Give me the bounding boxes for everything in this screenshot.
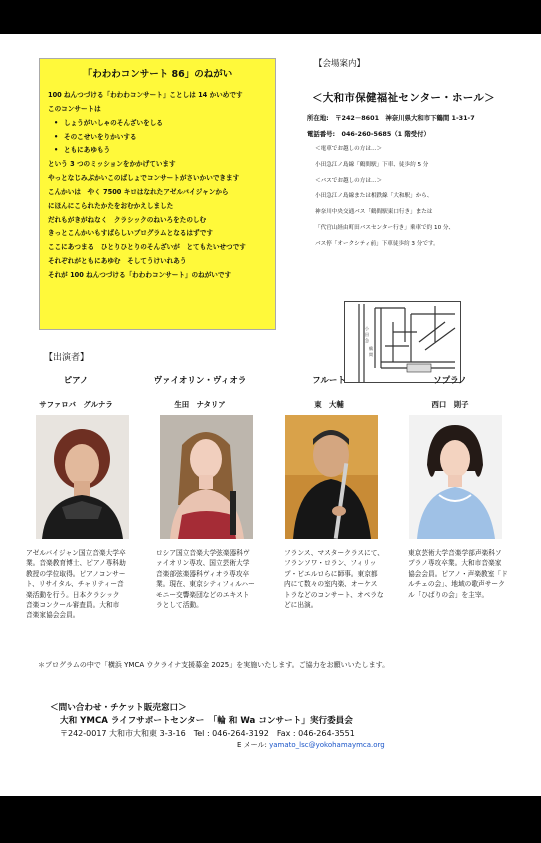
mission-bullet-text: そのこせいをりかいする <box>64 132 137 141</box>
performer-name: 生田 ナタリア <box>174 400 226 409</box>
bus-route: 「代官山経由町田バスセンター行き」乗車で約 10 分、 <box>315 225 455 232</box>
contact-header: ＜問い合わせ・チケット販売窓口＞ <box>50 703 187 713</box>
venue-title: ＜大和市保健福祉センター・ホール＞ <box>312 92 495 104</box>
performer-instrument: ピアノ <box>63 376 89 386</box>
mission-line: きっとこんかいもすばらしいプログラムとなるはずです <box>48 229 213 238</box>
performer-instrument: ソプラノ <box>433 376 467 386</box>
train-header: ＜電車でお越しの方は…＞ <box>315 145 383 152</box>
email-label: E メール: <box>237 740 270 749</box>
venue-info <box>307 114 475 257</box>
train-route: 小田急江ノ島線「鶴間駅」下車、徒歩約 5 分 <box>315 161 429 168</box>
contact-org: 大和 YMCA ライフサポートセンター 「輪 和 Wa コンサート」実行委員会 <box>60 715 353 726</box>
mission-line: だれもがきがねなく クラシックのねいろをたのしむ <box>48 215 207 224</box>
venue-phone: 電話番号: 046-260-5685（1 階受付） <box>307 129 430 138</box>
venue-label: 【会場案内】 <box>314 59 366 69</box>
performer-instrument: フルート <box>312 376 346 386</box>
performer-card <box>17 374 135 410</box>
mission-line: にほんにこられたかたをおむかえしました <box>48 201 174 210</box>
svg-text:鶴: 鶴 <box>369 346 373 351</box>
mission-line: それぞれがともにあゆむ そしてうけいれあう <box>48 257 187 266</box>
performer-bio: ロシア国立音楽大学弦楽器科ヴァイオリン専攻、国立芸術大学音楽部弦楽器科ヴィオラ専攻卒業。現在、東京シティフィルハーモニー交響楽団などのエキストラとして活動。 <box>156 549 255 609</box>
performer-card <box>270 374 388 410</box>
performer-photo <box>36 415 129 539</box>
flyer-page <box>0 34 541 796</box>
bus-route: 小田急江ノ島線または相鉄線「大和駅」から、 <box>315 193 433 200</box>
mission-bullet-text: しょうがいしゃのそんざいをしる <box>64 118 163 127</box>
venue-map <box>344 301 461 383</box>
performer-bio: 東京芸術大学音楽学部声楽科ソプラノ専攻卒業。大和市音楽家協会会員。ピアノ・声楽教室「ドルチェの会」、地域の歌声サークル「ひばりの会」を主宰。 <box>408 549 508 599</box>
performer-bio: アゼルバイジャン国立音楽大学卒業。音楽教育博士、ピアノ専科助教授の学位取得。ピアノコンサート、リサイタル、チャリティー音楽活動を行う。日本クラシック音楽コンクール審査員。大和市音楽家協会会員。 <box>26 549 126 620</box>
mission-bullet <box>48 119 267 127</box>
mission-bullet-text: ともにあゆもう <box>64 146 111 155</box>
bus-route: バス停「オークシティ前」下車徒歩約 3 分です。 <box>315 240 439 247</box>
mission-line: このコンサートは <box>48 104 101 113</box>
performer-instrument: ヴァイオリン・ヴィオラ <box>153 376 247 386</box>
performer-name: 西口 則子 <box>431 400 469 409</box>
mission-line: こんかいは やく 7500 キロはなれたアゼルバイジャンから <box>48 187 229 196</box>
mission-bullet <box>48 133 267 141</box>
svg-text:急: 急 <box>365 338 369 343</box>
mission-bullet <box>48 146 267 154</box>
svg-text:小: 小 <box>365 326 369 331</box>
svg-text:田: 田 <box>365 332 369 337</box>
bullet-icon: • <box>54 118 59 127</box>
mission-box <box>39 58 276 330</box>
donation-note: ＊プログラムの中で「横浜 YMCA ウクライナ支援募金 2025」を実施いたします。ご協力をお願いいたします。 <box>38 661 390 669</box>
mission-title: 「わわわコンサート 86」のねがい <box>82 69 233 80</box>
contact-section <box>50 702 385 750</box>
performer-name: サファロバ グルナラ <box>39 400 113 409</box>
bus-header: ＜バスでお越しの方は…＞ <box>315 177 383 184</box>
performer-name: 東 大輔 <box>314 400 344 409</box>
contact-email-row <box>50 740 385 751</box>
performer-photo <box>285 415 378 539</box>
performer-card <box>391 374 509 410</box>
mission-line: という 3 つのミッションをかかげています <box>48 160 176 169</box>
map-drawing <box>345 302 462 384</box>
mission-line: 100 ねんつづける「わわわコンサート」ことしは 14 かいめです <box>48 91 243 100</box>
bullet-icon: • <box>54 132 59 141</box>
venue-address: 所在地: 〒242－8601 神奈川県大和市下鶴間 1-31-7 <box>307 114 475 122</box>
mission-line: やっとなじみぶかいこのばしょでコンサートがさいかいできます <box>48 174 240 183</box>
mission-line: それが 100 ねんつづける「わわわコンサート」のねがいです <box>48 270 232 279</box>
email-link[interactable]: yamato_lsc@yokohamaymca.org <box>269 740 385 749</box>
performer-bio: フランス、マスタークラスにて、フランソワ・ロラン、フィリップ・ビエルロらに師事。東京都内にて数々の室内楽、オーケストラなどのコンサート、オペラなどに出演。 <box>284 549 384 609</box>
performer-photo <box>160 415 253 539</box>
contact-address: 〒242-0017 大和市大和東 3-3-16 Tel : 046-264-3192 Fax : 046-264-3551 <box>60 728 355 738</box>
performer-photo <box>409 415 502 539</box>
svg-text:間: 間 <box>369 352 373 357</box>
performer-card <box>141 374 259 410</box>
bus-route: 神奈川中央交通バス「鶴間駅東口行き」または <box>315 209 433 216</box>
bullet-icon: • <box>54 146 59 155</box>
performers-label: 【出演者】 <box>44 353 90 363</box>
mission-line: ここにあつまる ひとりひとりのそんざいが とてもたいせつです <box>48 243 246 252</box>
